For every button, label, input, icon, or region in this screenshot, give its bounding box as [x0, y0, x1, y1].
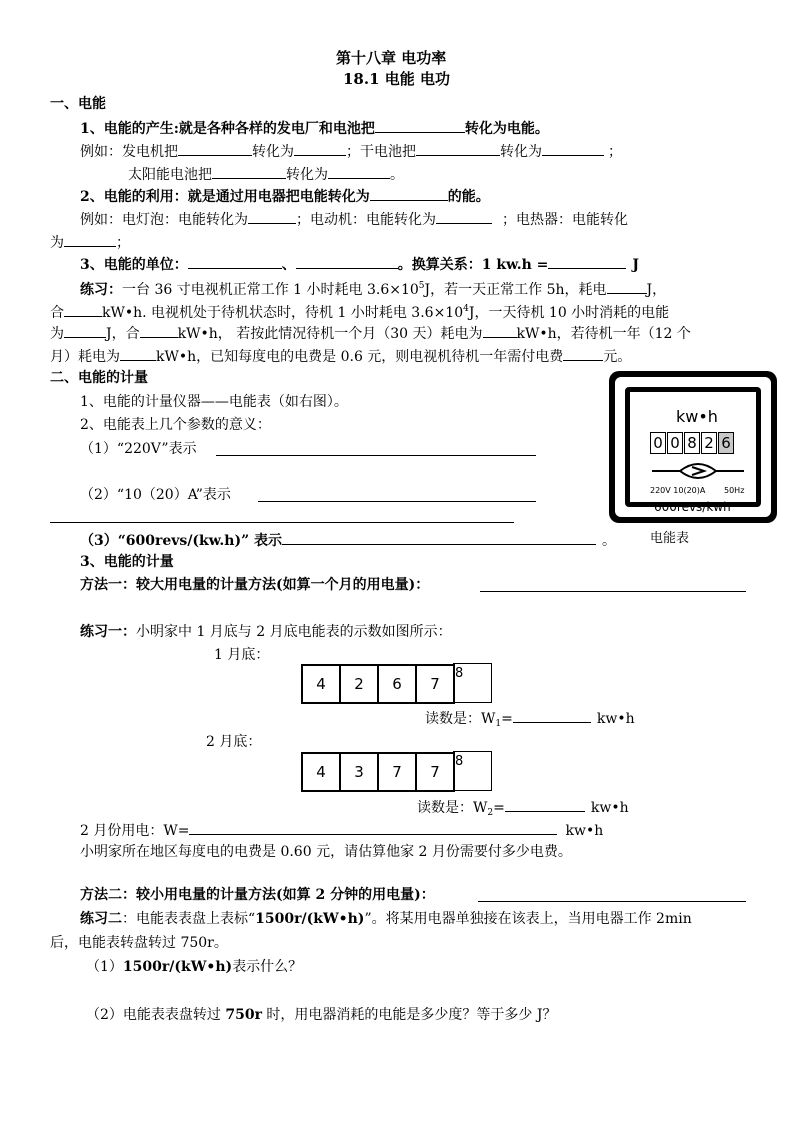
reading-digit: 2: [341, 666, 379, 702]
reading-digit: 7: [430, 763, 440, 781]
answer-line[interactable]: [480, 591, 746, 592]
blank[interactable]: [370, 186, 448, 201]
blank[interactable]: [607, 279, 647, 294]
method-two: 方法二：较小用电量的计量方法(如算 2 分钟的用电量)：: [80, 887, 435, 903]
meter-params: 2、电能表上几个参数的意义：: [80, 417, 271, 433]
feb-reading-box: [301, 752, 455, 792]
jan-reading-line: 读数是：$W_1=$ kw•h: [425, 708, 635, 733]
question-600revs: （3）“600revs/(kw.h)” 表示 。: [80, 530, 616, 550]
practice-two-line-1: 练习二：电能表表盘上表标“1500r/(kW•h)”。将某用电器单独接在该表上，当用电器工作 2min: [80, 911, 692, 927]
reading-digit: 6: [379, 666, 417, 702]
blank[interactable]: [296, 254, 398, 269]
example-line-2: 太阳能电池把 转化为 。: [128, 164, 404, 184]
energy-source-line: 1、电能的产生:就是各种各样的发电厂和电池把 转化为电能。: [80, 118, 549, 138]
meter-caption: 电能表: [650, 531, 690, 546]
blank[interactable]: [282, 530, 596, 545]
fee-question: 小明家所在地区每度电的电费是 0.60 元，请估算他家 2 月份需要付多少电费。: [80, 844, 572, 860]
jan-reading-box: [301, 664, 455, 704]
meter-digit: 0: [667, 432, 683, 454]
meter-spec: 220V 10(20)A: [650, 486, 706, 495]
reading-digit: 4: [303, 754, 341, 790]
meter-rotor-icon: [648, 459, 748, 483]
feb-reading-line: 读数是：$W_2=$ kw•h: [417, 797, 629, 822]
practice-line-1: 练习：一台 36 寸电视机正常工作 1 小时耗电 $3.6\times 10^5J$，若一天正常工作 5h，耗电 J，: [80, 281, 667, 298]
answer-line[interactable]: [216, 455, 536, 456]
feb-usage-line: 2 月份用电：W= kw•h: [80, 820, 603, 840]
feb-label: 2 月底：: [206, 734, 262, 750]
blank[interactable]: [212, 164, 286, 179]
reading-digit: 3: [341, 754, 379, 790]
section2-heading: 二、电能的计量: [50, 370, 148, 386]
practice-one: 练习一：小明家中 1 月底与 2 月底电能表的示数如图所示：: [80, 624, 452, 640]
blank[interactable]: [64, 302, 102, 317]
practice-line-2: 合 kW•h. 电视机处于待机状态时，待机 1 小时耗电 $3.6\times 10^4J$，一天待机 10 小时消耗的电能: [50, 304, 670, 321]
reading-digit: 4: [303, 666, 341, 702]
blank[interactable]: [513, 708, 591, 723]
question-1500r: （1）1500r/(kW•h)表示什么？: [86, 959, 303, 975]
method-one: 方法一：较大用电量的计量方法(如算一个月的用电量)：: [80, 577, 430, 593]
meter-frequency: 50Hz: [724, 486, 745, 495]
question-220v: （1）“220V”表示: [80, 441, 197, 457]
blank[interactable]: [548, 254, 626, 269]
reading-digit: 7: [379, 754, 417, 790]
blank[interactable]: [120, 346, 156, 361]
meter-digit: 0: [650, 432, 666, 454]
example-line-1: 例如：发电机把 转化为 ；干电池把 转化为 ；: [80, 141, 622, 161]
blank[interactable]: [248, 209, 296, 224]
blank[interactable]: [140, 323, 178, 338]
blank[interactable]: [375, 118, 465, 133]
reading-digit: 7: [430, 675, 440, 693]
meter-digit: 6: [718, 432, 734, 454]
blank[interactable]: [563, 346, 603, 361]
chapter-title: 第十八章 电功率: [336, 49, 447, 67]
meter-intro: 1、电能的计量仪器——电能表（如右图）。: [80, 394, 348, 410]
practice-line-4: 月）耗电为 kW•h，已知每度电的电费是 0.6 元，则电视机待机一年需付电费 元。: [50, 346, 631, 366]
blank[interactable]: [64, 232, 116, 247]
blank[interactable]: [189, 820, 557, 835]
practice-two-line-2: 后，电能表转盘转过 750r。: [50, 935, 228, 951]
blank[interactable]: [294, 141, 346, 156]
blank[interactable]: [416, 141, 500, 156]
blank[interactable]: [178, 141, 252, 156]
meter-revs: 600revs/kwh: [654, 500, 731, 514]
meter-digit: 2: [701, 432, 717, 454]
practice-line-3: 为 J，合 kW•h， 若按此情况待机一个月（30 天）耗电为 kW•h，若待机一年（12 个: [50, 323, 691, 343]
section-title: 18.1 电能 电功: [343, 70, 450, 88]
energy-unit-line: 3、电能的单位： 、 。换算关系：1 kw.h = J: [80, 254, 639, 274]
blank[interactable]: [505, 797, 585, 812]
section1-heading: 一、电能: [50, 96, 106, 112]
example-line-4: 为 ；: [50, 232, 130, 252]
blank[interactable]: [483, 323, 517, 338]
blank[interactable]: [436, 209, 492, 224]
answer-line[interactable]: [258, 501, 536, 502]
blank[interactable]: [328, 164, 390, 179]
jan-label: 1 月底：: [214, 647, 270, 663]
blank[interactable]: [188, 254, 282, 269]
answer-line[interactable]: [50, 522, 514, 523]
meter-unit: kw•h: [676, 407, 718, 426]
electric-meter-figure: [609, 371, 777, 523]
energy-use-line: 2、电能的利用：就是通过用电器把电能转化为 的能。: [80, 186, 490, 206]
reading-decimal: 8: [453, 663, 492, 703]
reading-decimal: 8: [453, 751, 492, 791]
answer-line[interactable]: [478, 901, 746, 902]
question-750r: （2）电能表表盘转过 750r 时，用电器消耗的电能是多少度？等于多少 J？: [86, 1007, 557, 1023]
question-10-20a: （2）“10（20）A”表示: [80, 487, 231, 503]
measure-heading: 3、电能的计量: [80, 554, 174, 570]
blank[interactable]: [542, 141, 604, 156]
example-line-3: 例如：电灯泡：电能转化为 ；电动机：电能转化为 ；电热器：电能转化: [80, 209, 628, 229]
meter-digit: 8: [684, 432, 700, 454]
blank[interactable]: [64, 323, 106, 338]
